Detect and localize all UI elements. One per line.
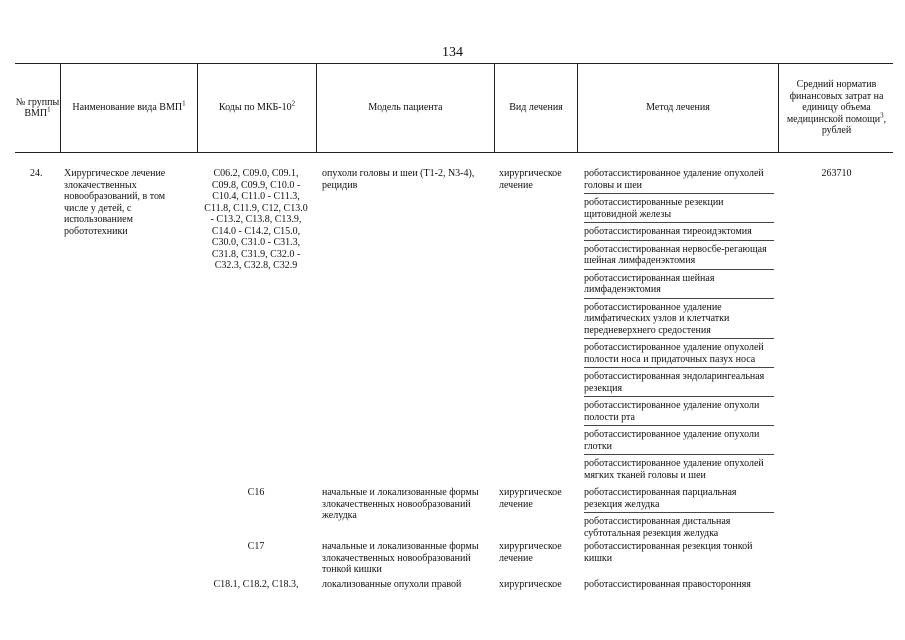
patient-model: начальные и локализованные формы злокачественных новообразований тонкой кишки [322, 541, 479, 575]
vmp-name: Хирургическое лечение злокачественных новообразований, в том числе у детей, с использованием робототехники [64, 168, 166, 237]
treatment-type: хирургическое лечение [499, 541, 562, 564]
header-treatment-method: Метод лечения [646, 102, 710, 114]
header-bottom-border [15, 152, 893, 153]
treatment-method: роботассистированное удаление опухолей полости носа и придаточных пазух носа [584, 342, 774, 368]
header-vmp-name: Наименование вида ВМП$^1$ [72, 99, 186, 114]
treatment-type: хирургическое лечение [499, 168, 562, 191]
icd-codes: C06.2, C09.0, C09.1, C09.8, C09.9, C10.0 - C10.4, C11.0 - C11.3, C11.8, C11.9, C12, C13.0 - C13.2, C13.8, C13.9, C14.0 - C14.2, C15.0, C30.0, C31.0 - C31.3, C31.8, C31.9, C32.0 - C32.3, C32.8, C32.9 [204, 168, 308, 271]
treatment-method: роботассистированная правосторонняя [584, 579, 751, 590]
patient-model: начальные и локализованные формы злокачественных новообразований желудка [322, 487, 479, 521]
treatment-method: роботассистированное удаление лимфатических узлов и клетчатки передневерхнего средостения [584, 302, 774, 340]
header-group-number: № группы ВМП$^1$ [15, 96, 60, 119]
treatment-methods-list [584, 168, 774, 486]
treatment-method: роботассистированное удаление опухоли полости рта [584, 400, 774, 426]
group-number: 24. [30, 168, 43, 179]
average-cost: 263710 [821, 168, 852, 179]
treatment-method: роботассистированная резекция тонкой кишки [584, 541, 753, 564]
treatment-method: роботассистированная парциальная резекция желудка [584, 487, 774, 513]
treatment-method: роботассистированная шейная лимфаденэктомия [584, 273, 774, 299]
header-patient-model: Модель пациента [368, 102, 443, 114]
treatment-methods-list [584, 487, 774, 544]
treatment-method: роботассистированная дистальная субтотальная резекция желудка [584, 516, 731, 539]
icd-codes: C18.1, C18.2, C18.3, [213, 579, 299, 590]
treatment-type: хирургическое [499, 579, 562, 590]
patient-model: локализованные опухоли правой [322, 579, 462, 590]
treatment-type: хирургическое лечение [499, 487, 562, 510]
header-icd-codes: Коды по МКБ-$10^2$ [218, 99, 296, 114]
patient-model: опухоли головы и шеи (T1-2, N3-4), рецидив [322, 168, 475, 191]
treatment-method: роботассистированное удаление опухоли глотки [584, 429, 774, 455]
icd-codes: C17 [247, 541, 265, 552]
treatment-method: роботассистированное удаление опухолей мягких тканей головы и шеи [584, 458, 764, 481]
treatment-methods-list [584, 579, 774, 596]
treatment-method: роботассистированное удаление опухолей головы и шеи [584, 168, 774, 194]
treatment-methods-list [584, 541, 774, 569]
icd-codes: C16 [247, 487, 265, 498]
treatment-method: роботассистированные резекции щитовидной железы [584, 197, 774, 223]
treatment-method: роботассистированная эндоларингеальная резекция [584, 371, 774, 397]
column-divider [778, 64, 779, 152]
treatment-method: роботассистированная тиреоидэктомия [584, 226, 774, 241]
header-treatment-type: Вид лечения [509, 102, 563, 114]
header-average-cost: Средний норматив финансовых затрат на единицу объема медицинской помощи$^3$, рублей [786, 79, 887, 137]
page-number: 134 [442, 45, 463, 60]
treatment-method: роботассистированная нервосбе-регающая шейная лимфаденэктомия [584, 244, 774, 270]
